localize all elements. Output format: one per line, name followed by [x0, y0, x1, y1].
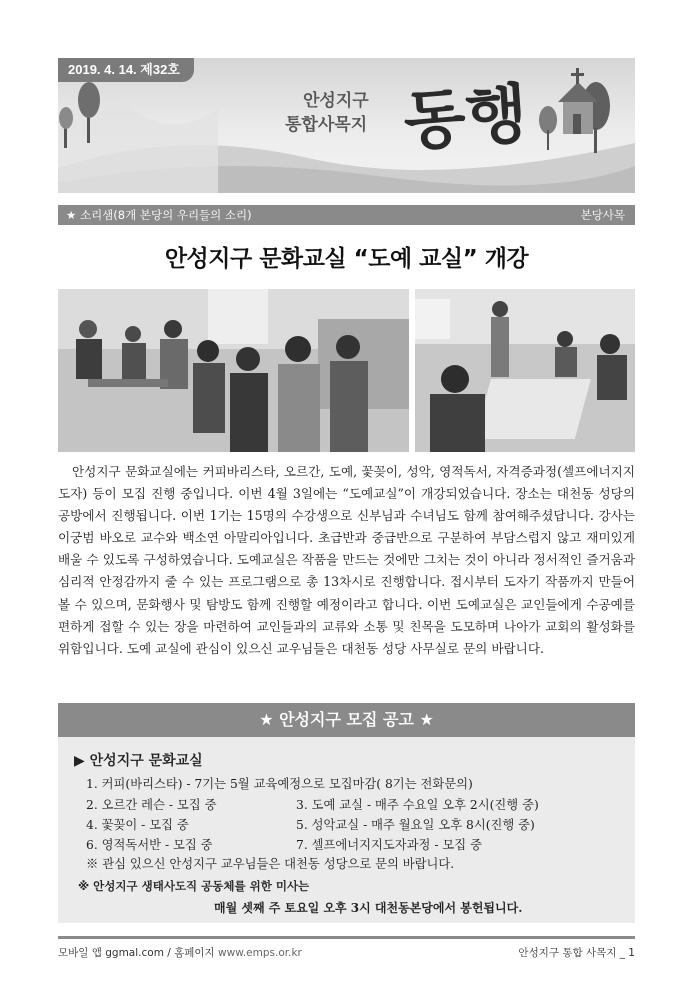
- notice-item-vocal: 5. 성악교실 - 매주 월요일 오후 8시(진행 중): [296, 818, 535, 832]
- footer-page-number: 안성지구 통합 사목지 _ 1: [518, 947, 635, 959]
- class-photo-left: [58, 289, 409, 452]
- mass-notice-line2: 매월 셋째 주 토요일 오후 3시 대천동본당에서 봉헌됩니다.: [214, 901, 523, 915]
- class-photo-right: [415, 289, 635, 452]
- publication-title-line2: 통합사목지: [285, 115, 368, 135]
- notice-subtitle: ▶ 안성지구 문화교실: [74, 753, 203, 769]
- notice-inquiry: ※ 관심 있으신 안성지구 교우님들은 대천동 성당으로 문의 바랍니다.: [86, 857, 455, 871]
- footer-homepage-link[interactable]: www.emps.or.kr: [218, 947, 302, 959]
- article-body: 안성지구 문화교실에는 커피바리스타, 오르간, 도예, 꽃꽂이, 성악, 영적독서, 자격증과정(셀프에너지지도자) 등이 모집 진행 중입니다. 이번 4월 3일에는 “도예교실”이 개강되었습니다. 장소는 대천동 성당의 공방에서 진행됩니다. 이번 1기는 15명의 수강생으로 신부님과 수녀님도 함께 참여해주셨답니다. 강사는 이궁범 바오로 교수와 백소연 아말리아입니다. 초급반과 중급반으로 구분하여 부담스럽지 않고 재미있게 배울 수 있도록 구성하였습니다. 도예교실은 작품을 만드는 것에만 그치는 것이 아니라 정서적인 즐거움과 심리적 안정감까지 줄 수 있는 프로그램으로 총 13차시로 진행합니다. 접시부터 도자기 작품까지 만들어 볼 수 있으며, 문화행사 및 탐방도 함께 진행할 예정이라고 합니다. 이번 도예교실은 교인들에게 수공예를 편하게 접할 수 있는 장을 마련하여 교인들과의 교류와 소통 및 친목을 도모하며 나아가 교회의 활성화를 위함입니다. 도예 교실에 관심이 있으신 교우님들은 대천동 성당 사무실로 문의 바랍니다.: [58, 464, 635, 656]
- notice-item-coffee: 1. 커피(바리스타) - 7기는 5월 교육예정으로 모집마감( 8기는 전화문의): [86, 777, 473, 791]
- footer-links: [58, 945, 302, 960]
- notice-item-flower: 4. 꽃꽂이 - 모집 중: [86, 818, 189, 832]
- article-headline: 안성지구 문화교실 “도예 교실” 개강: [164, 246, 529, 272]
- publication-title-line1: 안성지구: [303, 91, 369, 111]
- donghaeng-logo: [400, 62, 530, 162]
- issue-number-tab: 2019. 4. 14. 제32호: [58, 58, 194, 82]
- notice-item-organ: 2. 오르간 레슨 - 모집 중: [86, 798, 217, 812]
- notice-item-reading: 6. 영적독서반 - 모집 중: [86, 838, 213, 852]
- notice-item-pottery: 3. 도예 교실 - 매주 수요일 오후 2시(진행 중): [296, 798, 539, 812]
- section-label: ★ 소리샘(8개 본당의 우리들의 소리): [66, 208, 252, 222]
- mass-notice-line1: ※ 안성지구 생태사도직 공동체를 위한 미사는: [78, 879, 310, 893]
- footer-mobile-label: 모바일 앱 ggmal.com / 홈페이지: [58, 947, 219, 959]
- notice-header: ★ 안성지구 모집 공고 ★: [58, 703, 635, 737]
- footer-divider: [58, 936, 635, 939]
- section-bar: [58, 205, 635, 225]
- section-category: 본당사목: [580, 208, 625, 222]
- svg-text:동행: 동행: [401, 76, 530, 160]
- notice-item-self-energy: 7. 셀프에너지지도자과정 - 모집 중: [296, 838, 482, 852]
